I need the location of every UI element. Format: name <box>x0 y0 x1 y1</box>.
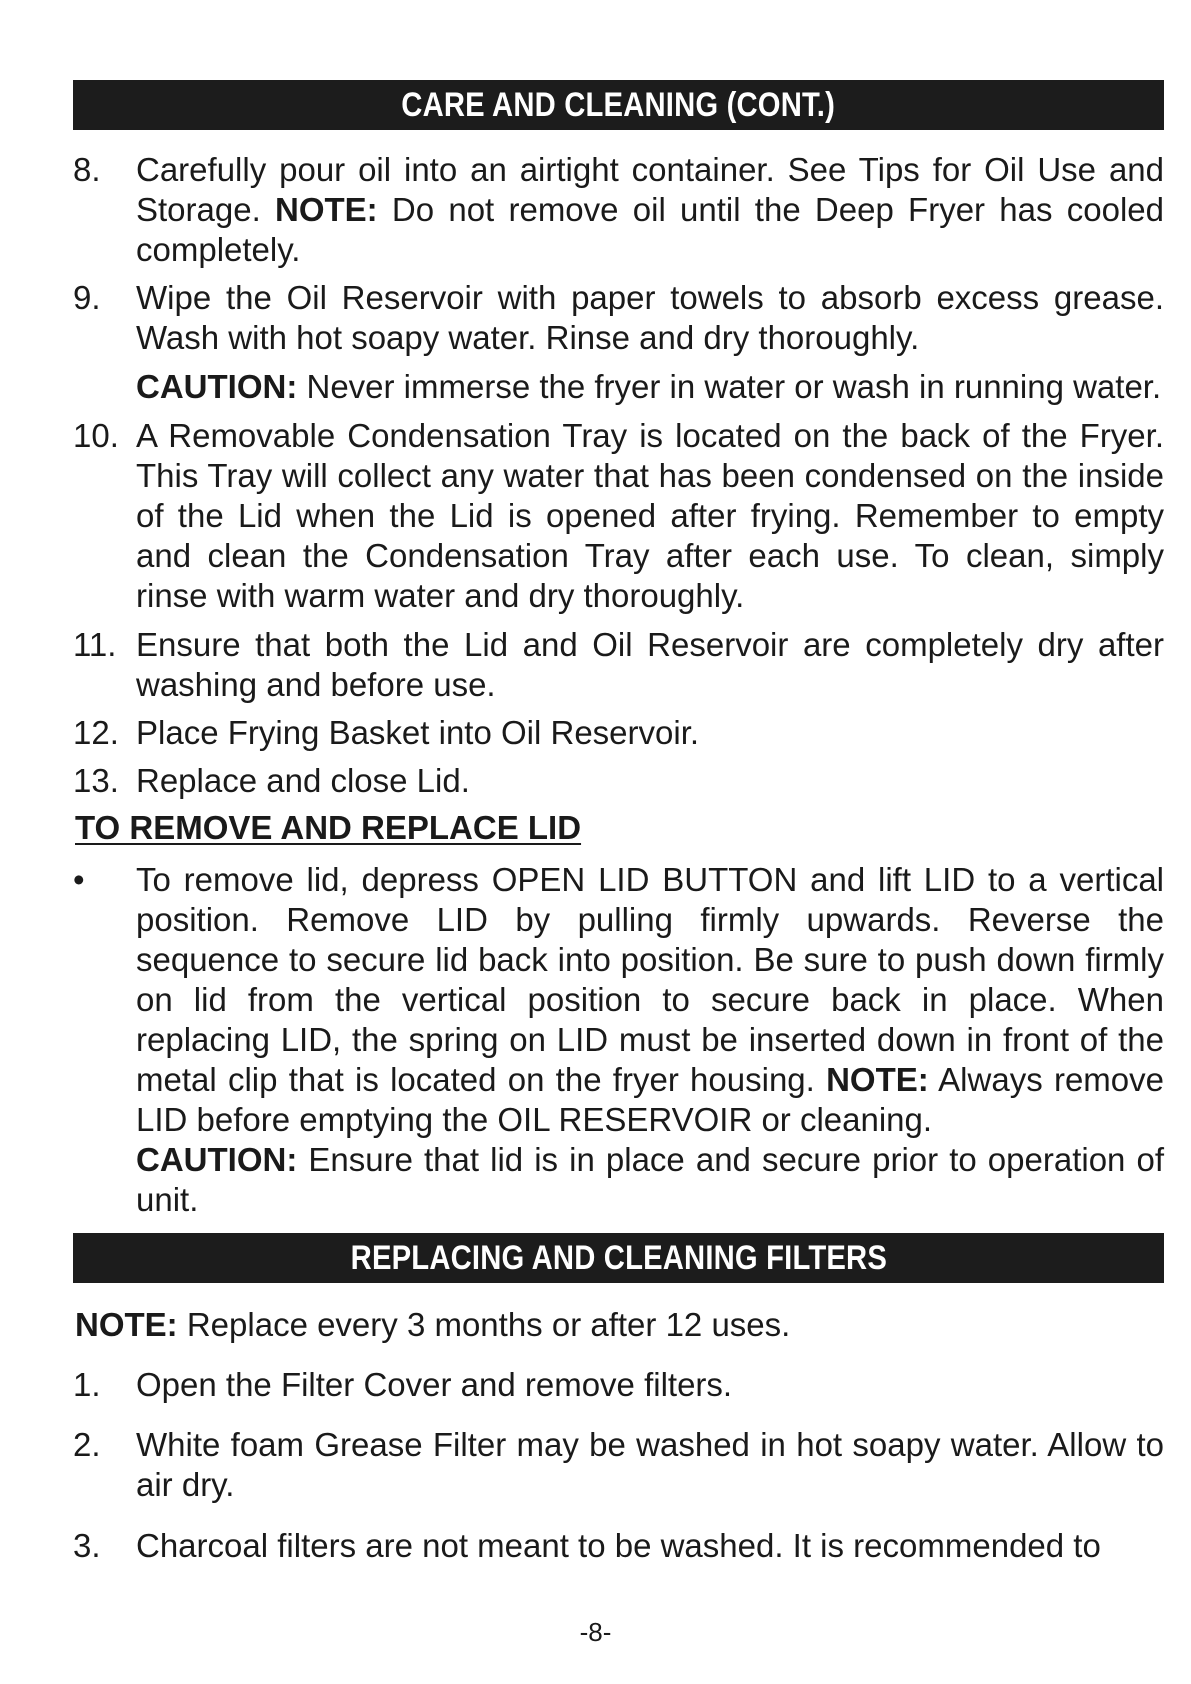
step-number: 1. <box>73 1366 101 1403</box>
step-text-part: Do not remove oil until the Deep Fryer has cooled completely. <box>136 191 1164 268</box>
step-number: 13. <box>73 762 119 799</box>
lid-text: To remove lid, depress OPEN LID BUTTON and lift LID to a vertical position. Remove LID by pulling firmly upwards. Reverse the sequence to secure lid back into position. Be sure to push down firmly on lid from the vertical position to secure back in place. When replacing LID, the spring on LID must be inserted down in front of the metal clip that is located on the fryer housing. <box>136 861 1164 1098</box>
step-number: 12. <box>73 714 119 751</box>
step-number: 8. <box>73 151 101 188</box>
caution-text: Ensure that lid is in place and secure prior to operation of unit. <box>136 1141 1164 1218</box>
list-item-step-11 <box>73 625 1164 705</box>
caution-immerse <box>136 367 1164 407</box>
step-text: Ensure that both the Lid and Oil Reservoir are completely dry after washing and before use. <box>136 626 1164 703</box>
step-text: Replace and close Lid. <box>136 762 470 799</box>
section-banner-filters <box>73 1233 1164 1283</box>
note-label: NOTE: <box>275 191 378 228</box>
caution-label: CAUTION: <box>136 1141 298 1178</box>
section-title: REPLACING AND CLEANING FILTERS <box>350 1239 887 1277</box>
note-label: NOTE: <box>826 1061 929 1098</box>
lid-bullet-item <box>73 860 1164 1220</box>
list-item-step-8 <box>73 150 1164 270</box>
list-item-step-12 <box>73 713 1164 753</box>
section-banner-care-cleaning <box>73 80 1164 130</box>
step-number: 3. <box>73 1527 101 1564</box>
lid-instructions <box>136 860 1164 1220</box>
step-text: Wipe the Oil Reservoir with paper towels to absorb excess grease. Wash with hot soapy water. Rinse and dry thoroughly. <box>136 279 1164 356</box>
lid-subheading: TO REMOVE AND REPLACE LID <box>75 809 582 846</box>
step-number: 11. <box>73 626 117 663</box>
step-number: 2. <box>73 1426 101 1463</box>
filters-note <box>75 1305 1164 1345</box>
list-item-filter-3 <box>73 1526 1164 1566</box>
step-text-part: Carefully pour oil into an airtight container. See Tips for Oil Use and Storage. <box>136 151 1164 228</box>
list-item-step-13 <box>73 761 1164 801</box>
bullet-icon: • <box>73 861 85 898</box>
list-item-filter-2 <box>73 1425 1164 1505</box>
caution-label: CAUTION: <box>136 368 298 405</box>
step-number: 10. <box>73 417 119 454</box>
caution-text: Never immerse the fryer in water or wash in running water. <box>297 368 1162 405</box>
step-text <box>136 150 1164 270</box>
list-item-filter-1 <box>73 1365 1164 1405</box>
step-number: 9. <box>73 279 101 316</box>
note-text: Replace every 3 months or after 12 uses. <box>177 1306 791 1343</box>
lid-text: Always remove LID before emptying the OIL RESERVOIR or cleaning. <box>136 1061 1164 1138</box>
list-item-step-10 <box>73 416 1164 616</box>
step-text: A Removable Condensation Tray is located on the back of the Fryer. This Tray will collect any water that has been condensed on the inside of the Lid when the Lid is opened after frying. Remember to empty and clean the Condensation Tray after each use. To clean, simply rinse with warm water and dry thoroughly. <box>136 417 1164 614</box>
step-text: White foam Grease Filter may be washed in hot soapy water. Allow to air dry. <box>136 1426 1164 1503</box>
page-number: -8- <box>579 1617 612 1647</box>
step-text: Charcoal filters are not meant to be washed. It is recommended to <box>136 1527 1101 1564</box>
step-text: Open the Filter Cover and remove filters. <box>136 1366 733 1403</box>
section-title: CARE AND CLEANING (CONT.) <box>401 86 836 124</box>
note-label: NOTE: <box>75 1306 178 1343</box>
step-text: Place Frying Basket into Oil Reservoir. <box>136 714 700 751</box>
list-item-step-9 <box>73 278 1164 358</box>
